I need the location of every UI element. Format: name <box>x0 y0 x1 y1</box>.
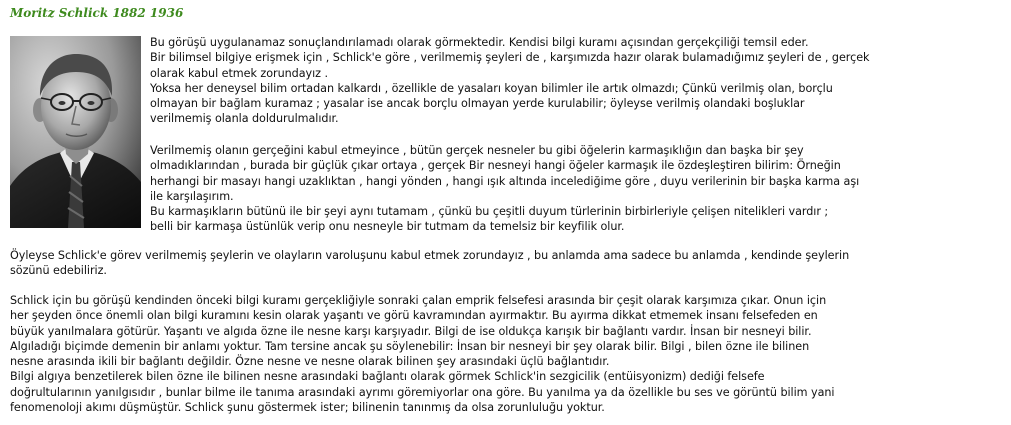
paragraph-line: Algıladığı biçimde demenin bir anlamı yoktur. Tam tersine ancak şu söylenebilir: İnsan bir nesneyi bir şey olarak bilir. Bilgi , bilen özne ile bilinen <box>10 339 810 353</box>
paragraph-line: Öyleyse Schlick'e görev verilmemiş şeylerin ve olayların varoluşunu kabul etmek zorundayız , bu anlamda ama sadece bu anlamda , kendinde şeylerin <box>10 249 850 262</box>
paragraph-line: ile karşılaşırım. <box>150 189 234 203</box>
paragraph-line: Bilgi algıya benzetilerek bilen özne ile bilinen nesne arasındaki bağlantı olarak görmek Schlick'in sezgicilik (entüisyonizm) dediği felsefe <box>10 370 765 384</box>
paragraph-line: her şeyden önce önemli olan bilgi kuramını kesin olarak yaşantı ve görü kavramından ayırmaktır. Bu ayırma dikkat etmemek insanı felsefeden en <box>10 309 818 323</box>
paragraph-line: olarak kabul etmek zorundayız . <box>150 66 328 80</box>
paragraph-line: Schlick için bu görüşü kendinden önceki bilgi kuramı gerçekliğiyle sonraki çalan emprik felsefesi arasında bir çeşit olarak karşımıza çıkar. Onun için <box>10 294 827 307</box>
paragraph-line: belli bir karmaşa üstünlük verip onu nesneyle bir tutmam da temelsiz bir keyfilik olur. <box>150 220 625 234</box>
paragraph-line: olmayan bir bağlam kuramaz ; yasalar ise ancak borçlu olmayan yerde kurulabilir; öyleyse verilmiş olandaki boşluklar <box>150 97 805 111</box>
paragraph-line: herhangi bir masayı hangi uzaklıktan , hangi yönden , hangi ışık altında incelediğime göre , duyu verilerinin bir başka karma aşı <box>150 174 860 188</box>
paragraph-2 <box>150 143 1005 235</box>
paragraph-line: doğrultularının yanılgısıdır , bunlar bilme ile tanıma arasındaki ayrımı göremiyorlar ona göre. Bu yanılma ya da özellikle bu ses ve görüntü bilim yani <box>10 385 835 399</box>
paragraph-line: büyük yanılmalara götürür. Yaşantı ve algıda özne ile nesne karşı karşıyadır. Bilgi de ise oldukça karışık bir bağlantı vardır. İnsan bir nesneyi bilir. <box>10 324 812 338</box>
paragraph-line: verilmemiş olanla doldurulmalıdır. <box>150 112 339 126</box>
paragraph-line: fenomenoloji akımı düşmüştür. Schlick şunu göstermek ister; bilinenin tanınmış da olsa zorunluluğu yoktur. <box>10 401 605 415</box>
paragraph-line: Yoksa her deneysel bilim ortadan kalkardı , özellikle de yasaları koyan bilimler ile artık olmazdı; Çünkü verilmiş olan, borçlu <box>150 81 833 95</box>
paragraph-line: nesne arasında ikili bir bağlantı değildir. Özne nesne ve nesne olarak bilinen şey arasındaki üçlü bağlantıdır. <box>10 355 610 369</box>
page-heading: Moritz Schlick 1882 1936 <box>10 6 184 20</box>
paragraph-3 <box>10 248 1005 279</box>
paragraph-4 <box>10 293 1005 415</box>
paragraph-line: Verilmemiş olanın gerçeğini kabul etmeyince , bütün gerçek nesneler bu gibi öğelerin karmaşıklığın dan başka bir şey <box>150 144 804 157</box>
paragraph-line: Bu karmaşıkların bütünü ile bir şeyi aynı tutamam , çünkü bu çeşitli duyum türlerinin birbirleriyle çelişen nitelikleri vardır ; <box>150 205 829 219</box>
portrait-photo <box>10 36 141 228</box>
paragraph-line: Bir bilimsel bilgiye erişmek için , Schlick'e göre , verilmemiş şeyleri de , karşımızda hazır olarak bulamadığımız şeyleri de , gerçek <box>150 51 870 65</box>
paragraph-line: olmadıklarından , burada bir güçlük çıkar ortaya , gerçek Bir nesneyi hangi öğeler karmaşık ile özdeşleştiren bilirim: Örneğin <box>150 159 841 173</box>
paragraph-line: sözünü edebiliriz. <box>10 264 107 278</box>
paragraph-1 <box>150 35 1005 127</box>
paragraph-line: Bu görüşü uygulanamaz sonuçlandırılamadı olarak görmektedir. Kendisi bilgi kuramı açısından gerçekçiliği temsil eder. <box>150 36 809 49</box>
